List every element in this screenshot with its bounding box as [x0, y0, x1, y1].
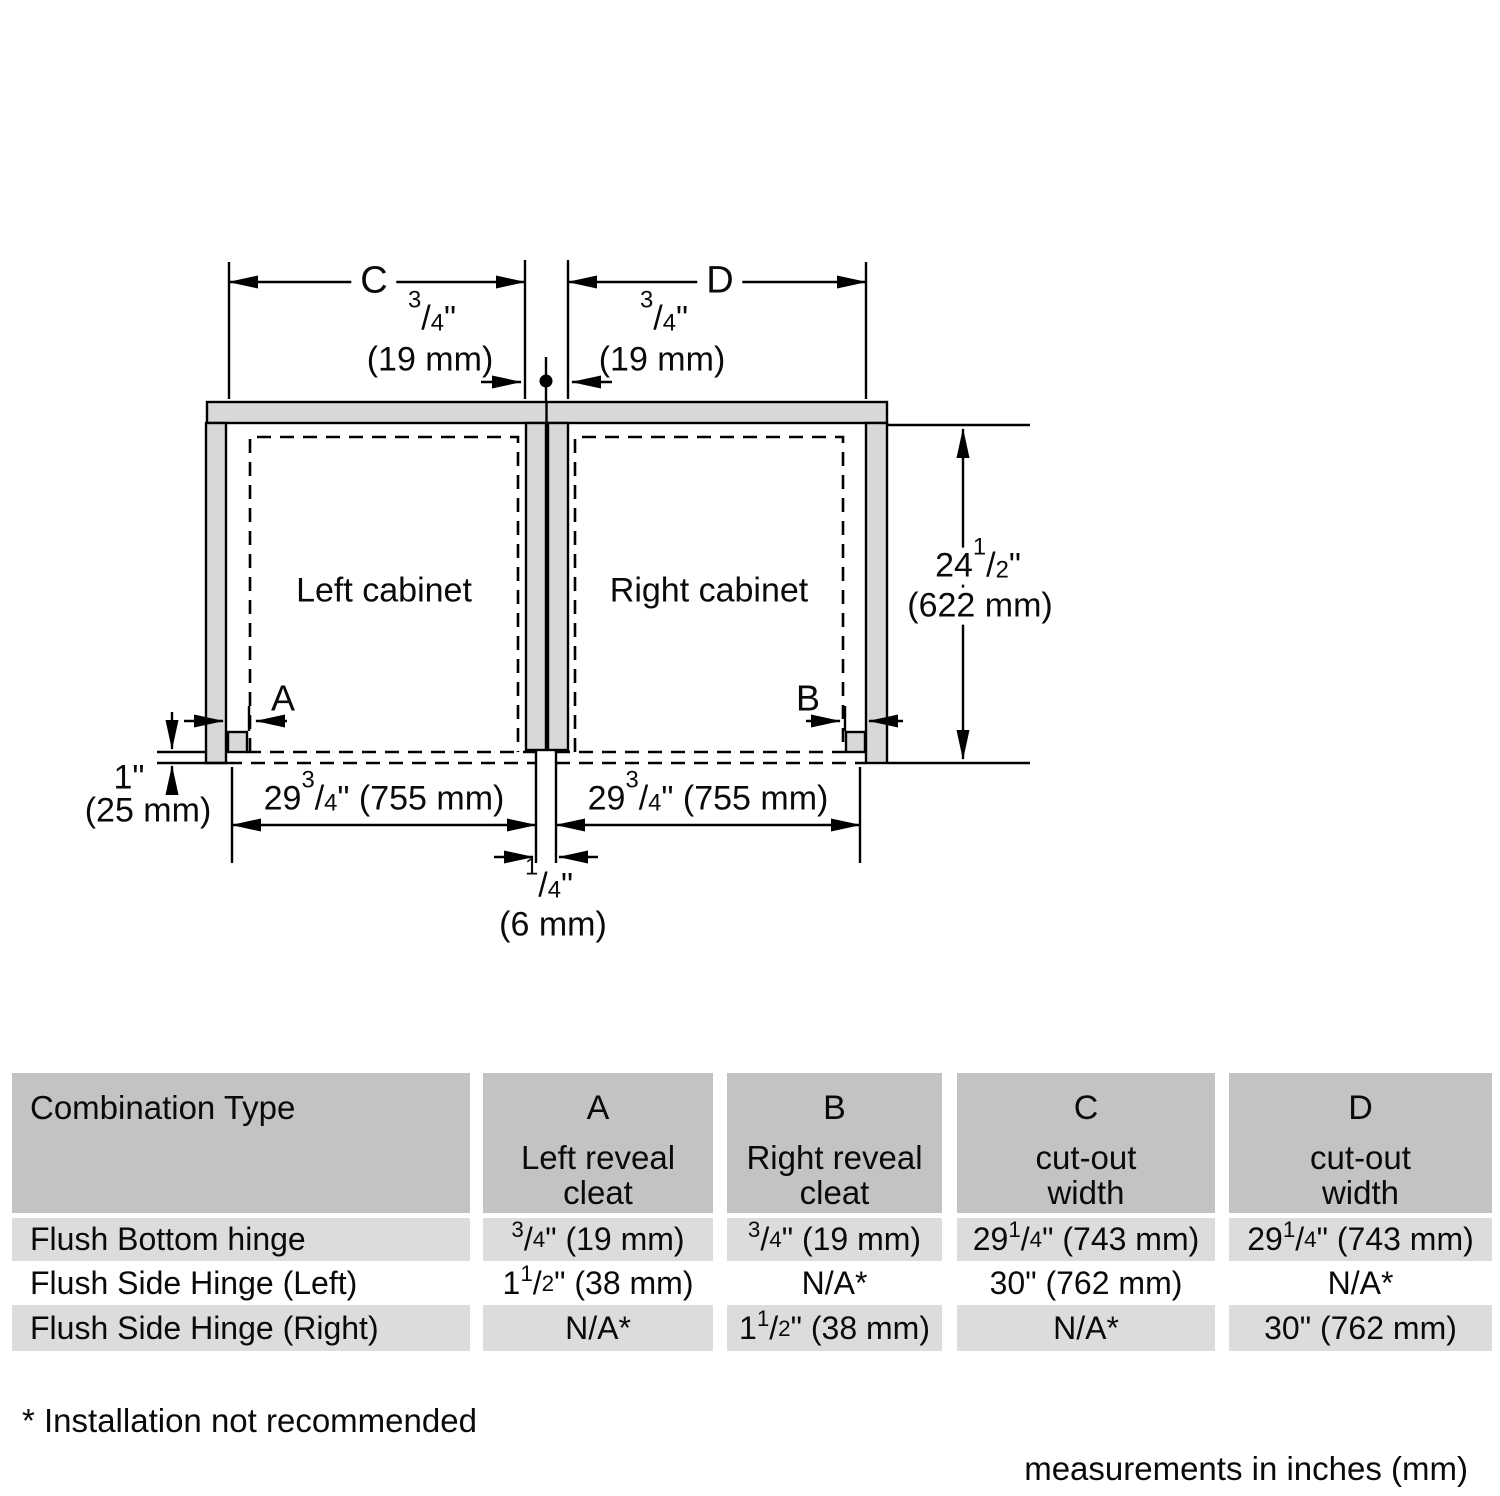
column-sub-line2: cleat [563, 1174, 633, 1211]
center-gap-mm-label: (6 mm) [499, 905, 607, 944]
table-cell: N/A* [957, 1305, 1215, 1351]
row-label-flush-side-hinge-left: Flush Side Hinge (Left) [30, 1264, 358, 1301]
center-reference-dot [540, 375, 553, 388]
cleat-b-label: B [795, 677, 821, 719]
column-header-b [727, 1073, 942, 1213]
table-cell: $^3$ / $_4$ " (19 mm) [483, 1218, 713, 1261]
combination-type-table [12, 1073, 1492, 1351]
table-cell: 29 $^1$ / $_4$ " (743 mm) [1229, 1218, 1492, 1261]
cleat-b-dimension [806, 706, 903, 731]
column-letter: D [1348, 1089, 1373, 1127]
right-cabinet-label: Right cabinet [609, 571, 809, 610]
table-cell: N/A* [483, 1305, 713, 1351]
left-wall [206, 423, 226, 763]
dim-label-c: C [351, 260, 396, 301]
table-cell: 30" (762 mm) [989, 1264, 1183, 1301]
column-letter: B [823, 1089, 846, 1127]
column-header-label: Combination Type [30, 1089, 296, 1126]
table-cell: 1 $^1$ / $_2$ " (38 mm) [727, 1305, 942, 1351]
column-header-d [1229, 1073, 1492, 1213]
center-gap-inches-label: $^1/_4$" [524, 853, 574, 905]
table-cell: 29 $^1$ / $_4$ " (743 mm) [957, 1218, 1215, 1261]
left-cleat [228, 732, 247, 752]
depth-inches-label: $24^1/_2$" [926, 548, 1030, 585]
reveal-19mm-arrows [481, 357, 612, 401]
column-header-a [483, 1073, 713, 1213]
cleat-a-label: A [270, 677, 296, 719]
depth-mm-label: (622 mm) [898, 588, 1061, 625]
units-note: measurements in inches (mm) [1024, 1450, 1468, 1487]
column-sub-line2: width [1321, 1174, 1400, 1211]
table-cell: 1 $^1$ / $_2$ " (38 mm) [502, 1260, 694, 1301]
dim-label-d: D [697, 260, 742, 301]
table-cell: N/A* [801, 1264, 868, 1301]
column-sub-line1: Right reveal [746, 1139, 923, 1176]
row-label-flush-side-hinge-right: Flush Side Hinge (Right) [12, 1305, 470, 1351]
reveal-left-mm-label: (19 mm) [366, 340, 494, 379]
column-letter: A [586, 1089, 610, 1127]
right-wall [866, 423, 887, 763]
center-divider-left [526, 423, 546, 750]
row-label-flush-bottom-hinge: Flush Bottom hinge [12, 1218, 470, 1261]
table-cell: $^3$ / $_4$ " (19 mm) [727, 1218, 942, 1261]
column-sub-line1: cut-out [1035, 1139, 1137, 1176]
installation-footnote: * Installation not recommended [22, 1402, 477, 1439]
column-sub-line2: cleat [799, 1174, 870, 1211]
column-header-combination-type [12, 1073, 470, 1213]
column-sub-line1: cut-out [1310, 1139, 1411, 1176]
opening-right-label: $29^3/_4$" (755 mm) [587, 766, 829, 818]
bottom-reveal-mm-label: (25 mm) [84, 791, 212, 830]
column-sub-line2: width [1047, 1174, 1125, 1211]
reveal-right-inches-label: $^3/_4$" [639, 286, 689, 338]
opening-left-label: $29^3/_4$" (755 mm) [263, 766, 505, 818]
column-header-c [957, 1073, 1215, 1213]
table-cell: 30" (762 mm) [1229, 1305, 1492, 1351]
column-sub-line1: Left reveal [520, 1139, 676, 1176]
table-cell: N/A* [1327, 1264, 1394, 1301]
left-cabinet-label: Left cabinet [296, 571, 472, 610]
reveal-right-mm-label: (19 mm) [598, 340, 726, 379]
bottom-reveal-inches-label: 1" [113, 758, 145, 797]
center-divider-right [548, 423, 568, 750]
reveal-left-inches-label: $^3/_4$" [407, 286, 457, 338]
column-letter: C [1073, 1089, 1099, 1127]
right-cleat [846, 732, 865, 752]
